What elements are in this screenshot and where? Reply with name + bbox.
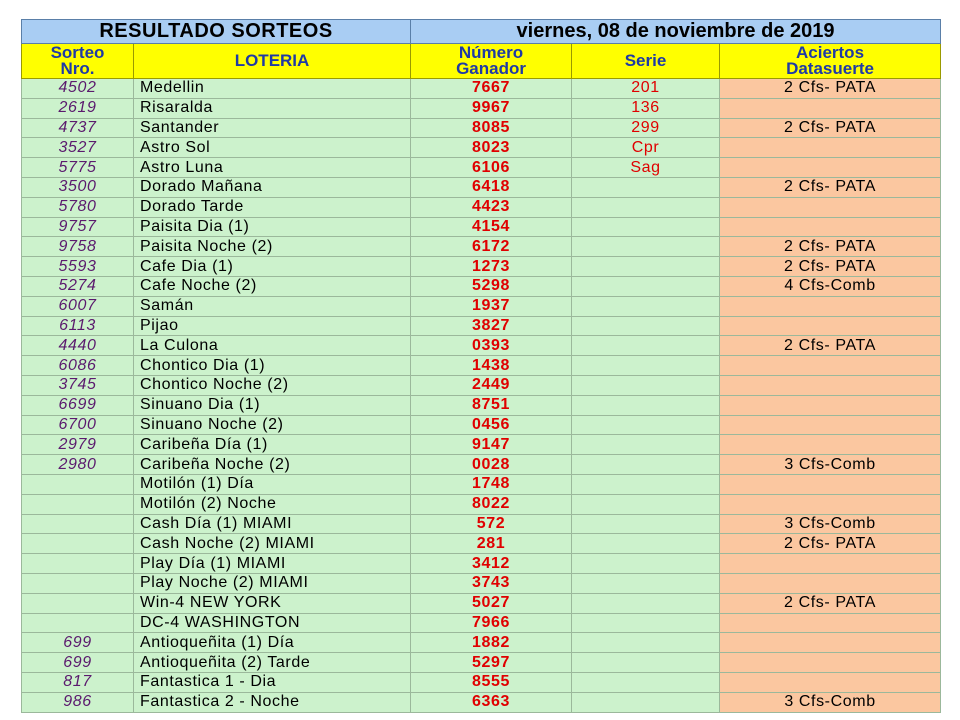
serie-cell [572,395,720,415]
table-row [22,257,941,277]
sorteo-cell: 3745 [22,375,134,395]
loteria-cell: DC-4 WASHINGTON [134,613,411,633]
sorteo-cell: 3527 [22,138,134,158]
aciertos-cell: 2 Cfs- PATA [720,237,941,257]
aciertos-cell [720,494,941,514]
sorteo-cell: 5775 [22,158,134,178]
loteria-cell: Caribeña Noche (2) [134,455,411,475]
numero-cell: 1748 [411,474,572,494]
table-row [22,455,941,475]
aciertos-cell: 2 Cfs- PATA [720,118,941,138]
loteria-cell: Play Noche (2) MIAMI [134,573,411,593]
serie-cell [572,415,720,435]
table-row [22,435,941,455]
serie-cell [572,435,720,455]
loteria-cell: Antioqueñita (1) Día [134,633,411,653]
serie-cell [572,336,720,356]
sorteo-cell: 986 [22,692,134,712]
numero-cell: 1937 [411,296,572,316]
numero-cell: 4154 [411,217,572,237]
loteria-cell: Cash Día (1) MIAMI [134,514,411,534]
table-row [22,158,941,178]
aciertos-cell: 2 Cfs- PATA [720,336,941,356]
loteria-cell: Medellin [134,79,411,99]
column-header-aciertos [720,44,941,79]
table-row [22,573,941,593]
sorteo-cell [22,554,134,574]
aciertos-cell [720,415,941,435]
sorteo-cell: 4440 [22,336,134,356]
table-row [22,395,941,415]
table-row [22,217,941,237]
loteria-cell: Chontico Dia (1) [134,356,411,376]
table-row [22,534,941,554]
loteria-cell: Win-4 NEW YORK [134,593,411,613]
loteria-cell: La Culona [134,336,411,356]
column-header-sorteo-line2: Nro. [60,59,95,78]
column-header-serie: Serie [572,44,720,79]
loteria-cell: Dorado Tarde [134,197,411,217]
serie-cell [572,356,720,376]
numero-cell: 7667 [411,79,572,99]
table-row [22,356,941,376]
serie-cell: Cpr [572,138,720,158]
table-row [22,494,941,514]
sorteo-cell: 2980 [22,455,134,475]
sorteo-cell [22,593,134,613]
column-header-sorteo-line1: Sorteo [50,43,105,62]
numero-cell: 6172 [411,237,572,257]
serie-cell [572,237,720,257]
aciertos-cell: 3 Cfs-Comb [720,692,941,712]
aciertos-cell: 2 Cfs- PATA [720,534,941,554]
aciertos-cell [720,138,941,158]
sorteo-cell [22,573,134,593]
numero-cell: 8751 [411,395,572,415]
aciertos-cell [720,435,941,455]
sorteo-cell: 6700 [22,415,134,435]
sorteo-cell: 699 [22,653,134,673]
loteria-cell: Astro Sol [134,138,411,158]
serie-cell [572,177,720,197]
table-row [22,692,941,712]
table-row [22,79,941,99]
table-row [22,98,941,118]
sorteo-cell: 9757 [22,217,134,237]
table-row [22,633,941,653]
serie-cell [572,197,720,217]
serie-cell [572,534,720,554]
aciertos-cell [720,197,941,217]
table-row [22,118,941,138]
numero-cell: 8023 [411,138,572,158]
sorteo-cell: 699 [22,633,134,653]
aciertos-cell: 2 Cfs- PATA [720,593,941,613]
sorteo-cell: 4737 [22,118,134,138]
aciertos-cell [720,554,941,574]
serie-cell: 299 [572,118,720,138]
sorteo-cell: 2979 [22,435,134,455]
serie-cell [572,514,720,534]
results-body [22,79,941,713]
aciertos-cell: 4 Cfs-Comb [720,276,941,296]
aciertos-cell [720,613,941,633]
loteria-cell: Astro Luna [134,158,411,178]
serie-cell [572,573,720,593]
results-table [21,19,941,713]
table-row [22,474,941,494]
numero-cell: 8555 [411,672,572,692]
numero-cell: 0456 [411,415,572,435]
table-row [22,554,941,574]
table-row [22,276,941,296]
numero-cell: 281 [411,534,572,554]
sorteo-cell [22,613,134,633]
aciertos-cell: 2 Cfs- PATA [720,177,941,197]
numero-cell: 6106 [411,158,572,178]
aciertos-cell [720,158,941,178]
aciertos-cell [720,573,941,593]
sorteo-cell: 5593 [22,257,134,277]
sorteo-cell: 4502 [22,79,134,99]
aciertos-cell [720,217,941,237]
loteria-cell: Antioqueñita (2) Tarde [134,653,411,673]
aciertos-cell [720,98,941,118]
loteria-cell: Caribeña Día (1) [134,435,411,455]
numero-cell: 5027 [411,593,572,613]
column-header-numero-line2: Ganador [456,59,526,78]
numero-cell: 8022 [411,494,572,514]
loteria-cell: Play Día (1) MIAMI [134,554,411,574]
numero-cell: 3412 [411,554,572,574]
numero-cell: 9967 [411,98,572,118]
loteria-cell: Pijao [134,316,411,336]
column-header-numero-line1: Número [458,43,524,62]
aciertos-cell: 2 Cfs- PATA [720,257,941,277]
serie-cell [572,593,720,613]
numero-cell: 0393 [411,336,572,356]
table-row [22,177,941,197]
column-header-aciertos-line2: Datasuerte [786,59,874,78]
aciertos-cell [720,672,941,692]
aciertos-cell [720,653,941,673]
serie-cell [572,276,720,296]
serie-cell [572,613,720,633]
sorteo-cell [22,474,134,494]
table-row [22,138,941,158]
serie-cell: 201 [572,79,720,99]
numero-cell: 3827 [411,316,572,336]
title-row [22,20,941,44]
numero-cell: 9147 [411,435,572,455]
aciertos-cell [720,316,941,336]
loteria-cell: Santander [134,118,411,138]
loteria-cell: Fantastica 1 - Dia [134,672,411,692]
serie-cell [572,217,720,237]
aciertos-cell [720,375,941,395]
loteria-cell: Paisita Dia (1) [134,217,411,237]
table-row [22,296,941,316]
serie-cell: Sag [572,158,720,178]
serie-cell [572,375,720,395]
table-row [22,613,941,633]
sorteo-cell [22,534,134,554]
loteria-cell: Dorado Mañana [134,177,411,197]
column-header-aciertos-line1: Aciertos [796,43,865,62]
loteria-cell: Motilón (2) Noche [134,494,411,514]
sorteo-cell [22,514,134,534]
numero-cell: 8085 [411,118,572,138]
loteria-cell: Fantastica 2 - Noche [134,692,411,712]
sorteo-cell: 6699 [22,395,134,415]
table-row [22,336,941,356]
aciertos-cell: 2 Cfs- PATA [720,79,941,99]
loteria-cell: Samán [134,296,411,316]
loteria-cell: Motilón (1) Día [134,474,411,494]
column-header-loteria: LOTERIA [134,44,411,79]
sorteo-cell [22,494,134,514]
aciertos-cell: 3 Cfs-Comb [720,514,941,534]
sorteo-cell: 6113 [22,316,134,336]
serie-cell [572,692,720,712]
loteria-cell: Sinuano Dia (1) [134,395,411,415]
numero-cell: 4423 [411,197,572,217]
sorteo-cell: 2619 [22,98,134,118]
numero-cell: 572 [411,514,572,534]
sorteo-cell: 6086 [22,356,134,376]
serie-cell [572,316,720,336]
loteria-cell: Cafe Noche (2) [134,276,411,296]
numero-cell: 7966 [411,613,572,633]
serie-cell [572,455,720,475]
draw-date: viernes, 08 de noviembre de 2019 [411,20,941,44]
numero-cell: 1273 [411,257,572,277]
loteria-cell: Cafe Dia (1) [134,257,411,277]
serie-cell [572,296,720,316]
numero-cell: 1438 [411,356,572,376]
numero-cell: 6418 [411,177,572,197]
column-header-numero [411,44,572,79]
loteria-cell: Risaralda [134,98,411,118]
serie-cell [572,257,720,277]
table-row [22,237,941,257]
loteria-cell: Sinuano Noche (2) [134,415,411,435]
sorteo-cell: 3500 [22,177,134,197]
loteria-cell: Chontico Noche (2) [134,375,411,395]
serie-cell: 136 [572,98,720,118]
table-row [22,415,941,435]
sorteo-cell: 5780 [22,197,134,217]
table-row [22,653,941,673]
table-row [22,514,941,534]
numero-cell: 1882 [411,633,572,653]
numero-cell: 0028 [411,455,572,475]
loteria-cell: Cash Noche (2) MIAMI [134,534,411,554]
serie-cell [572,633,720,653]
page-title: RESULTADO SORTEOS [22,20,411,44]
aciertos-cell [720,474,941,494]
sorteo-cell: 5274 [22,276,134,296]
numero-cell: 5297 [411,653,572,673]
aciertos-cell [720,296,941,316]
table-row [22,672,941,692]
serie-cell [572,554,720,574]
sorteo-cell: 6007 [22,296,134,316]
table-row [22,593,941,613]
sorteo-cell: 9758 [22,237,134,257]
column-header-sorteo [22,44,134,79]
numero-cell: 2449 [411,375,572,395]
aciertos-cell [720,633,941,653]
serie-cell [572,653,720,673]
serie-cell [572,494,720,514]
table-row [22,197,941,217]
numero-cell: 5298 [411,276,572,296]
table-row [22,316,941,336]
serie-cell [572,474,720,494]
table-row [22,375,941,395]
numero-cell: 6363 [411,692,572,712]
aciertos-cell [720,356,941,376]
sorteo-cell: 817 [22,672,134,692]
numero-cell: 3743 [411,573,572,593]
column-header-row [22,44,941,79]
serie-cell [572,672,720,692]
loteria-cell: Paisita Noche (2) [134,237,411,257]
aciertos-cell [720,395,941,415]
aciertos-cell: 3 Cfs-Comb [720,455,941,475]
